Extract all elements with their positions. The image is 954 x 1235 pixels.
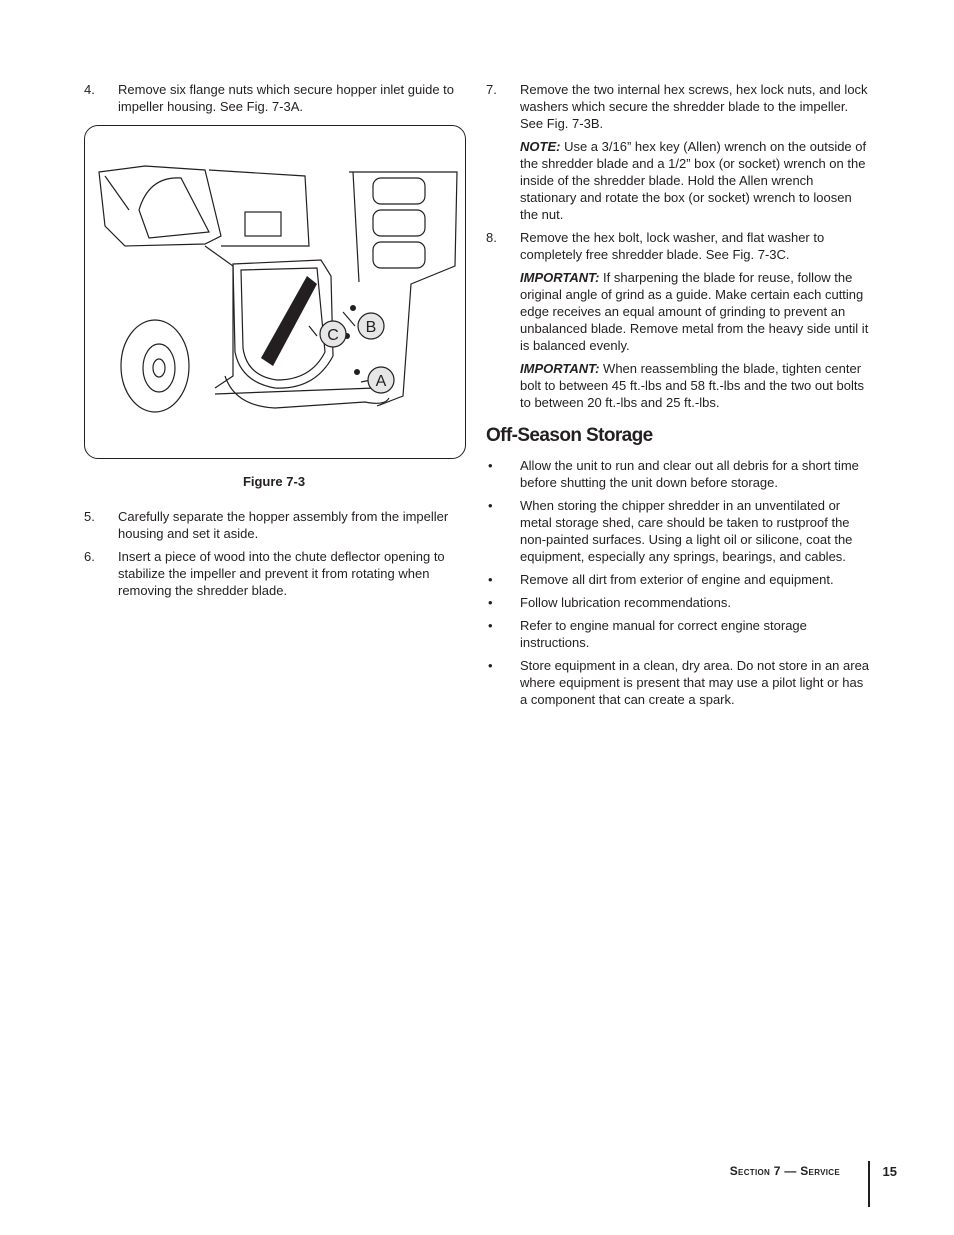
important-text: If sharpening the blade for reuse, follow the original angle of grind as a guide. Make certain each cutting edge receives an equal amount of grinding to prevent an unbalanced blade. Remove metal from the heavy side until it is balanced evenly. bbox=[520, 270, 869, 353]
step-number: 4. bbox=[84, 82, 95, 97]
section-heading: Off-Season Storage bbox=[486, 425, 653, 446]
storage-bullet bbox=[486, 571, 870, 588]
flange-nut bbox=[354, 369, 360, 375]
note-label: NOTE: bbox=[520, 139, 561, 154]
important-label: IMPORTANT: bbox=[520, 361, 600, 376]
step-6 bbox=[84, 548, 464, 599]
note-paragraph bbox=[486, 138, 870, 223]
footer-divider bbox=[868, 1161, 870, 1207]
bullet-text: Store equipment in a clean, dry area. Do not store in an area where equipment is present that may use a pilot light or has a component that can create a spark. bbox=[520, 658, 870, 707]
step-number: 8. bbox=[486, 230, 497, 245]
chute-grip-2 bbox=[373, 210, 425, 236]
figure-caption: Figure 7-3 bbox=[242, 474, 306, 489]
storage-bullet bbox=[486, 617, 870, 651]
bullet-marker: • bbox=[488, 618, 493, 633]
bullet-text: When storing the chipper shredder in an unventilated or metal storage shed, care should be taken to rustproof the non-painted surfaces. Using a light oil or silicone, coat the equipment, especially any springs, bearings, and cables. bbox=[520, 498, 853, 564]
callout-a bbox=[368, 367, 394, 393]
bullet-text: Remove all dirt from exterior of engine and equipment. bbox=[520, 572, 834, 587]
step-4 bbox=[84, 81, 464, 115]
storage-bullet bbox=[486, 497, 870, 565]
hex-bolt bbox=[287, 314, 295, 322]
figure-7-3-illustration bbox=[84, 125, 466, 459]
left-column bbox=[84, 81, 464, 605]
flange-nut bbox=[350, 305, 356, 311]
important-paragraph-2 bbox=[486, 360, 870, 411]
right-column bbox=[486, 81, 870, 714]
hopper-opening bbox=[139, 178, 209, 238]
step-number: 5. bbox=[84, 509, 95, 524]
chute-column bbox=[349, 172, 457, 406]
chute-grip-1 bbox=[373, 178, 425, 204]
chipper-shredder-drawing bbox=[85, 126, 466, 459]
storage-bullet bbox=[486, 594, 870, 611]
page-footer bbox=[600, 1161, 897, 1207]
important-text: When reassembling the blade, tighten center bolt to between 45 ft.-lbs and 58 ft.-lbs and the two out bolts to between 20 ft.-lbs and 25 ft.-lbs. bbox=[520, 361, 864, 410]
note-text: Use a 3/16” hex key (Allen) wrench on the outside of the shredder blade and a 1/2” box (or socket) wrench on the inside of the shredder blade. Hold the Allen wrench stationary and rotate the box (or socket) wrench to loosen the nut. bbox=[520, 139, 867, 222]
step-text: Remove six flange nuts which secure hopper inlet guide to impeller housing. See Fig. 7-3A. bbox=[118, 82, 455, 114]
important-paragraph-1 bbox=[486, 269, 870, 354]
step-number: 6. bbox=[84, 549, 95, 564]
frame-rail bbox=[215, 388, 375, 394]
storage-bullet bbox=[486, 457, 870, 491]
bullet-text: Follow lubrication recommendations. bbox=[520, 595, 731, 610]
svg-text:A: A bbox=[375, 373, 387, 390]
leader-line-c bbox=[309, 326, 317, 336]
bullet-marker: • bbox=[488, 572, 493, 587]
bullet-marker: • bbox=[488, 595, 493, 610]
hopper-edge bbox=[105, 176, 129, 210]
step-8 bbox=[486, 229, 870, 263]
rear-panel bbox=[209, 170, 309, 246]
important-label: IMPORTANT: bbox=[520, 270, 600, 285]
step-text: Remove the two internal hex screws, hex lock nuts, and lock washers which secure the shredder blade to the impeller. See Fig. 7-3B. bbox=[520, 82, 868, 131]
svg-text:C: C bbox=[327, 327, 339, 344]
step-7 bbox=[486, 81, 870, 132]
step-text: Insert a piece of wood into the chute deflector opening to stabilize the impeller and prevent it from rotating when removing the shredder blade. bbox=[118, 549, 445, 598]
callout-b bbox=[358, 313, 384, 339]
leader-line-b bbox=[343, 312, 355, 326]
svg-text:B: B bbox=[365, 319, 377, 336]
chute-edge bbox=[353, 172, 359, 282]
hopper-outline bbox=[99, 166, 221, 246]
wheel-axle bbox=[153, 359, 165, 377]
page-number: 15 bbox=[882, 1164, 897, 1179]
bullet-text: Refer to engine manual for correct engine storage instructions. bbox=[520, 618, 807, 650]
step-number: 7. bbox=[486, 82, 497, 97]
step-text: Carefully separate the hopper assembly from the impeller housing and set it aside. bbox=[118, 509, 449, 541]
footer-section-label: Section 7 — Service bbox=[729, 1164, 840, 1178]
step-text: Remove the hex bolt, lock washer, and flat washer to completely free shredder blade. See Fig. 7-3C. bbox=[520, 230, 825, 262]
bullet-marker: • bbox=[488, 658, 493, 673]
bullet-marker: • bbox=[488, 498, 493, 513]
wheel-hub bbox=[143, 344, 175, 392]
storage-bullet bbox=[486, 657, 870, 708]
panel-plate bbox=[245, 212, 281, 236]
callout-c bbox=[320, 321, 346, 347]
chute-grip-3 bbox=[373, 242, 425, 268]
frame-side bbox=[205, 246, 233, 388]
step-5 bbox=[84, 508, 464, 542]
wheel bbox=[121, 320, 189, 412]
bullet-text: Allow the unit to run and clear out all debris for a short time before shutting the unit down before storage. bbox=[520, 458, 859, 490]
bullet-marker: • bbox=[488, 458, 493, 473]
